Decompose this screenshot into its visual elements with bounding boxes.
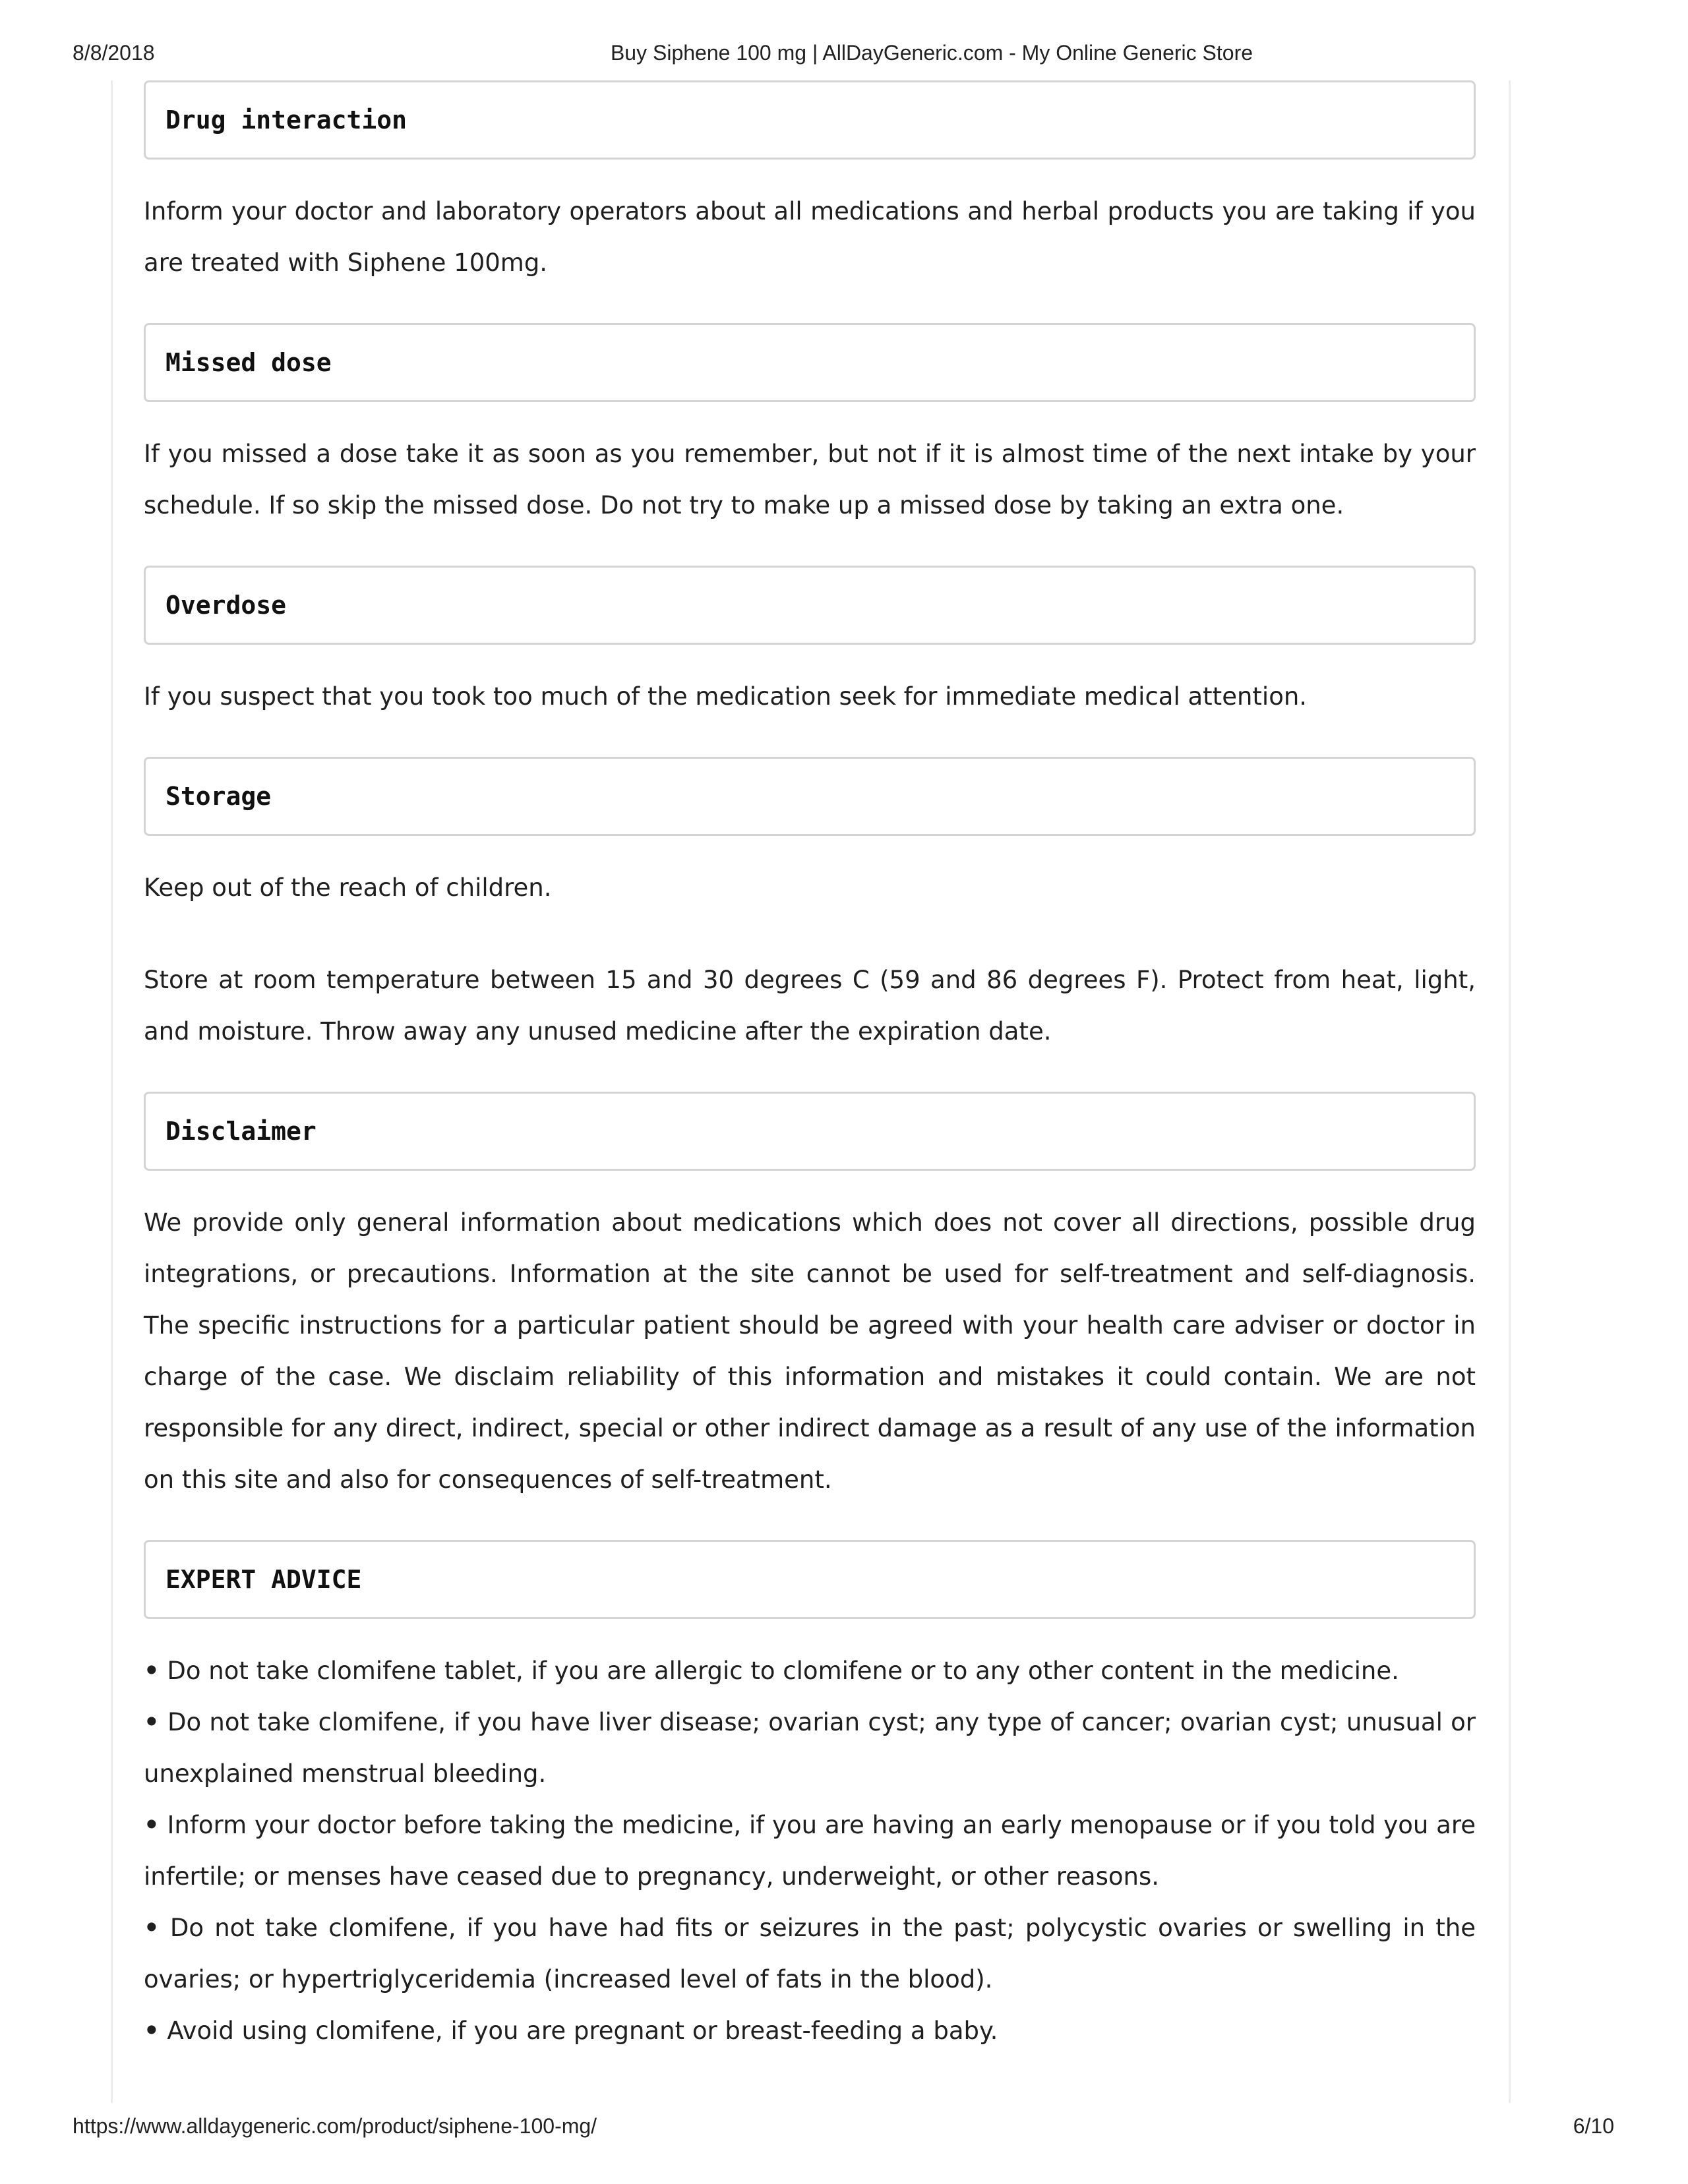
list-item — [144, 2005, 1476, 2057]
list-item — [144, 1697, 1476, 1800]
disclaimer-text: We provide only general information about medications which does not cover all directions, possible drug integrations, or precautions. Information at the site cannot be used for self-treatment and self-diagnosis. The specific instructions for a particular patient should be agreed with your health care adviser or doctor in charge of the case. We disclaim reliability of this information and mistakes it could contain. We are not responsible for any direct, indirect, special or other indirect damage as a result of any use of the information on this site and also for consequences of self-treatment. — [144, 1208, 1476, 1494]
bullet-icon: • — [144, 2017, 160, 2045]
content-frame-left-border — [111, 80, 113, 2103]
overdose-text: If you suspect that you took too much of the medication seek for immediate medical attention. — [144, 682, 1308, 711]
list-item-text: Do not take clomifene, if you have had fits or seizures in the past; polycystic ovaries or swelling in the ovaries; or hypertriglyceridemia (increased level of fats in the blood). — [144, 1914, 1476, 1993]
print-date: 8/8/2018 — [73, 41, 155, 65]
product-description-content — [144, 80, 1476, 2057]
drug-interaction-text: Inform your doctor and laboratory operators about all medications and herbal products you are taking if you are treated with Siphene 100mg. — [144, 197, 1476, 277]
page-number: 6/10 — [1573, 2114, 1614, 2138]
bullet-icon: • — [144, 1708, 160, 1736]
expert-advice-heading: EXPERT ADVICE — [144, 1540, 1476, 1619]
content-frame-right-border — [1509, 80, 1511, 2103]
print-footer — [0, 2114, 1688, 2140]
expert-advice-list — [144, 1645, 1476, 2057]
disclaimer-heading: Disclaimer — [144, 1092, 1476, 1171]
list-item-text: Avoid using clomifene, if you are pregnant or breast-feeding a baby. — [167, 2017, 998, 2045]
missed-dose-text: If you missed a dose take it as soon as you remember, but not if it is almost time of the next intake by your schedule. If so skip the missed dose. Do not try to make up a missed dose by taking an extra one. — [144, 440, 1476, 519]
list-item-text: Do not take clomifene, if you have liver disease; ovarian cyst; any type of cancer; ovarian cyst; unusual or unexplained menstrual bleeding. — [144, 1708, 1476, 1788]
bullet-icon: • — [144, 1914, 160, 1942]
bullet-icon: • — [144, 1811, 160, 1839]
bullet-icon: • — [144, 1657, 160, 1685]
storage-heading: Storage — [144, 757, 1476, 836]
storage-text-temperature: Store at room temperature between 15 and 30 degrees C (59 and 86 degrees F). Protect from heat, light, and moisture. Throw away any unused medicine after the expiration date. — [144, 966, 1476, 1046]
print-url: https://www.alldaygeneric.com/product/siphene-100-mg/ — [73, 2114, 597, 2138]
print-header — [0, 41, 1688, 67]
storage-text-children: Keep out of the reach of children. — [144, 873, 552, 902]
print-page-title: Buy Siphene 100 mg | AllDayGeneric.com - My Online Generic Store — [610, 41, 1253, 65]
list-item — [144, 1800, 1476, 1903]
overdose-heading: Overdose — [144, 566, 1476, 645]
list-item-text: Do not take clomifene tablet, if you are allergic to clomifene or to any other content in the medicine. — [167, 1657, 1399, 1685]
list-item — [144, 1903, 1476, 2005]
drug-interaction-heading: Drug interaction — [144, 80, 1476, 160]
list-item-text: Inform your doctor before taking the medicine, if you are having an early menopause or if you told you are infertile; or menses have ceased due to pregnancy, underweight, or other reasons. — [144, 1811, 1476, 1891]
list-item — [144, 1645, 1476, 1697]
missed-dose-heading: Missed dose — [144, 323, 1476, 402]
